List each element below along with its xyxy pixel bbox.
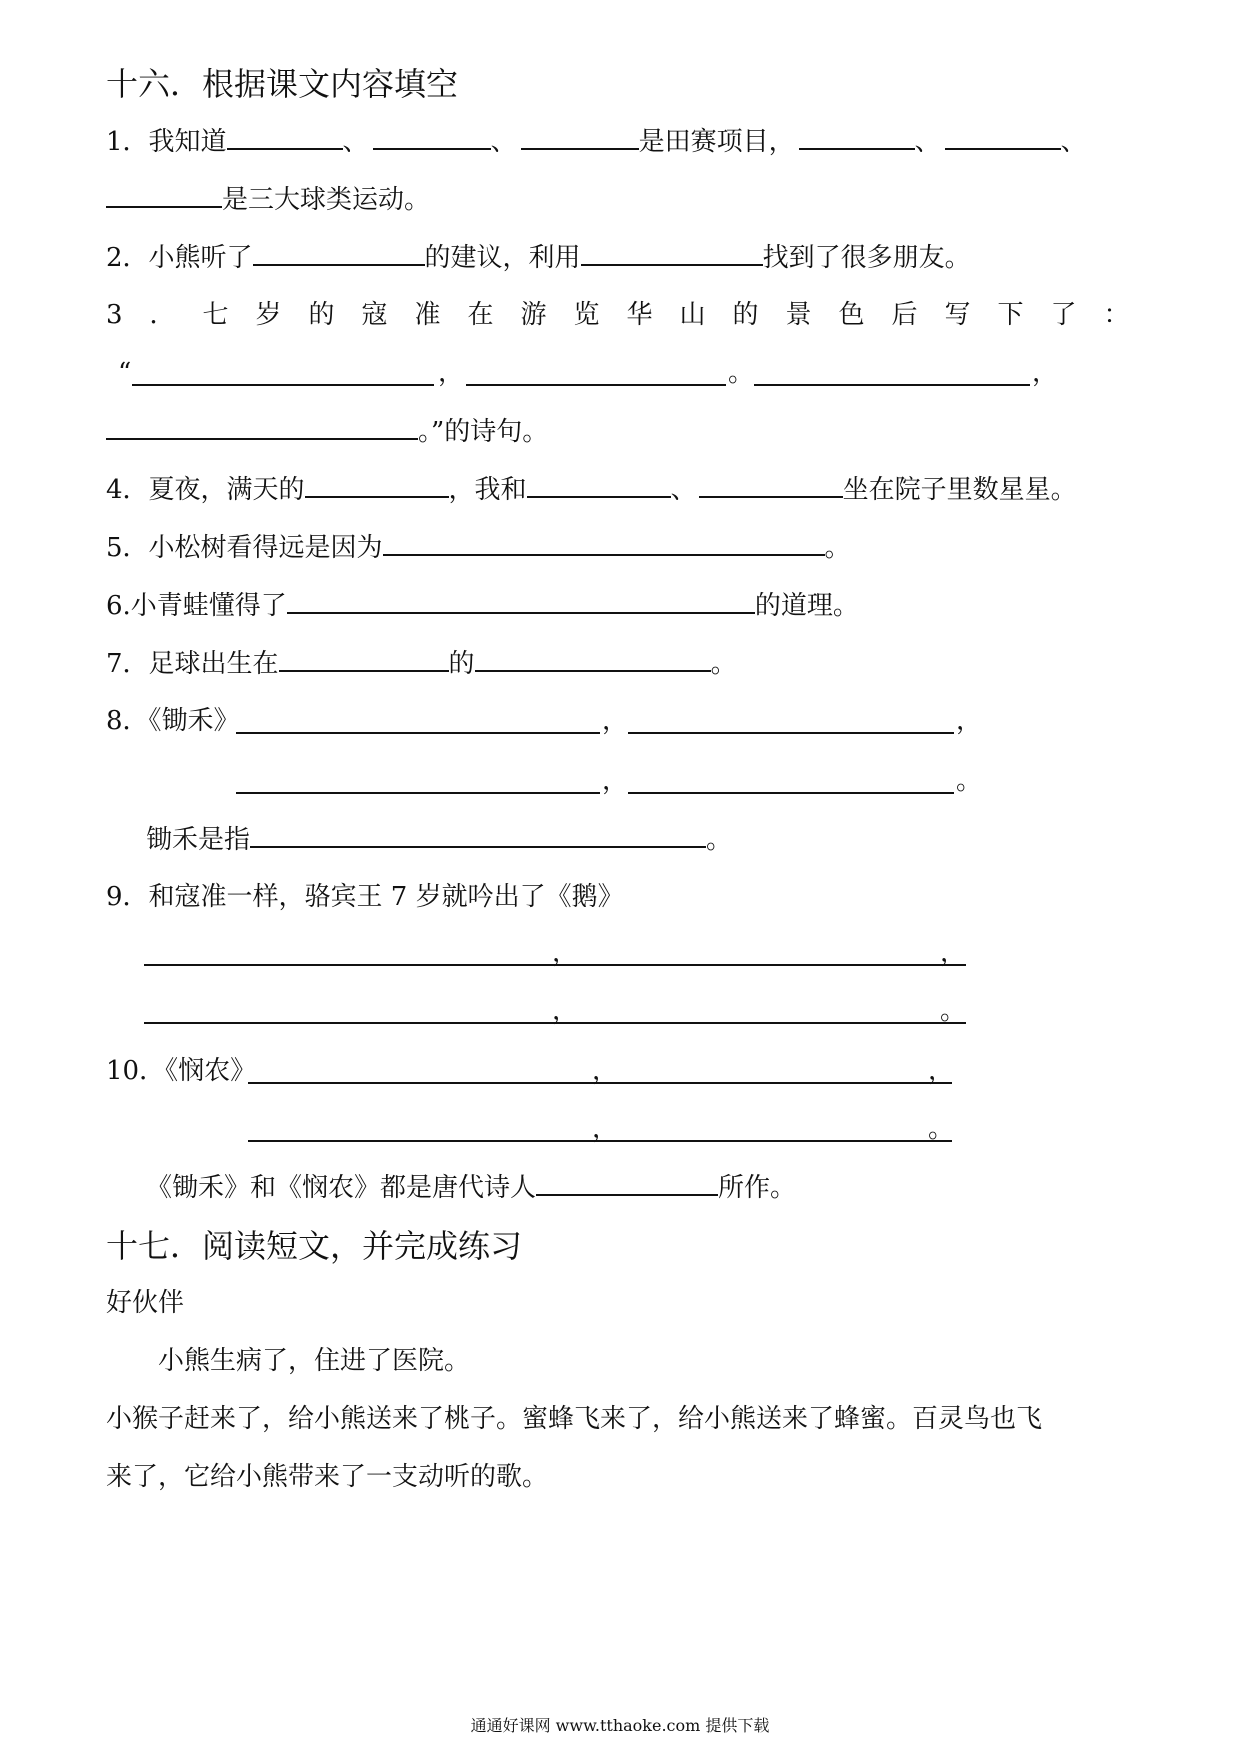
q3-period-1: 。 [728,358,755,388]
q3-comma-2: ， [1032,358,1059,388]
q9-comma-2: ， [940,938,967,968]
q1-mid: 是田赛项目， [638,127,795,157]
q1-sep-4: 、 [1060,127,1087,157]
q1-blank-5[interactable] [945,124,1061,150]
question-3-cont [106,414,548,449]
q1-sep-3: 、 [914,127,941,157]
q6-suffix: 的道理。 [754,591,859,621]
q7-mid: 的 [448,649,475,679]
q3-open-quote: “ [118,358,132,388]
q2-prefix: 2．小熊听了 [106,243,253,273]
q4-blank-3[interactable] [699,472,843,498]
q6-blank[interactable] [287,588,755,614]
q8-blank-4[interactable] [628,792,954,794]
q1-blank-3[interactable] [521,124,639,150]
q8-period: 。 [956,766,983,796]
q9-period: 。 [940,996,967,1026]
q9-comma-3: ， [552,996,579,1026]
q10-poet-suffix: 所作。 [718,1173,797,1203]
section-16-title: 十六．根据课文内容填空 [106,65,459,103]
q4-sep: 、 [670,475,697,505]
q10-poet-blank[interactable] [536,1170,718,1196]
q4-mid: ，我和 [448,475,527,505]
q3-blank-4[interactable] [106,414,418,440]
q8-def-suffix: 。 [706,825,733,855]
question-5 [106,530,851,565]
q2-suffix: 找到了很多朋友。 [762,243,971,273]
question-1-cont [106,182,430,217]
q3-suffix: 。”的诗句。 [418,417,549,447]
q8-def-prefix: 锄禾是指 [146,825,251,855]
q1-suffix: 是三大球类运动。 [222,185,431,215]
q7-suffix: 。 [710,649,737,679]
q10-poet-prefix: 《锄禾》和《悯农》都是唐代诗人 [146,1173,537,1203]
q8-comma-1: ， [602,706,629,736]
q3-blank-3[interactable] [754,384,1030,386]
q3-blank-1[interactable] [132,384,434,386]
q1-blank-1[interactable] [227,124,343,150]
q1-blank-2[interactable] [373,124,491,150]
question-6 [106,588,859,623]
q8-comma-3: ， [602,766,629,796]
q8-blank-1[interactable] [236,732,600,734]
question-4 [106,472,1077,507]
question-7 [106,646,737,681]
question-2 [106,240,971,275]
q8-blank-2[interactable] [628,732,954,734]
question-1 [106,124,1087,159]
q10-prefix: 10．《悯农》 [106,1056,257,1086]
story-paragraph-1: 小熊生病了，住进了医院。 [158,1346,471,1376]
story-title: 好伙伴 [106,1288,185,1318]
q4-blank-2[interactable] [527,472,671,498]
q2-blank-1[interactable] [253,240,425,266]
q1-blank-6[interactable] [106,182,222,208]
section-17-title: 十七．阅读短文，并完成练习 [106,1227,523,1265]
q8-comma-2: ， [956,706,983,736]
q7-blank-1[interactable] [279,646,449,672]
q8-def-blank[interactable] [250,822,706,848]
q3-blank-2[interactable] [466,384,726,386]
q1-sep-2: 、 [490,127,517,157]
q7-blank-2[interactable] [475,646,711,672]
q4-prefix: 4．夏夜，满天的 [106,475,305,505]
q10-poet [146,1170,796,1205]
q1-blank-4[interactable] [799,124,915,150]
footer-credit: 通通好课网 www.tthaoke.com 提供下载 [470,1716,770,1735]
question-3: 3．七岁的寇准在游览华山的景色后写下了： [106,300,1157,330]
q10-comma-3: ， [592,1114,619,1144]
q5-blank[interactable] [383,530,825,556]
q10-period: 。 [928,1114,955,1144]
q1-prefix: 1．我知道 [106,127,227,157]
q8-definition [146,822,732,857]
q2-blank-2[interactable] [581,240,763,266]
q2-mid: 的建议，利用 [424,243,581,273]
q10-comma-1: ， [592,1056,619,1086]
question-9: 9．和寇准一样，骆宾王 7 岁就吟出了《鹅》 [106,882,624,912]
q4-suffix: 坐在院子里数星星。 [842,475,1077,505]
q4-blank-1[interactable] [305,472,449,498]
q9-comma-1: ， [552,938,579,968]
story-paragraph-2-line-2: 来了，它给小熊带来了一支动听的歌。 [106,1462,549,1492]
q8-blank-3[interactable] [236,792,600,794]
q5-suffix: 。 [824,533,851,563]
q6-prefix: 6.小青蛙懂得了 [106,591,287,621]
q8-prefix: 8．《锄禾》 [106,706,240,736]
q1-sep-1: 、 [342,127,369,157]
q10-comma-2: ， [928,1056,955,1086]
story-paragraph-2-line-1: 小猴子赶来了，给小熊送来了桃子。蜜蜂飞来了，给小熊送来了蜂蜜。百灵鸟也飞 [106,1404,1043,1434]
q3-comma-1: ， [438,358,465,388]
q5-prefix: 5．小松树看得远是因为 [106,533,383,563]
q7-prefix: 7．足球出生在 [106,649,279,679]
